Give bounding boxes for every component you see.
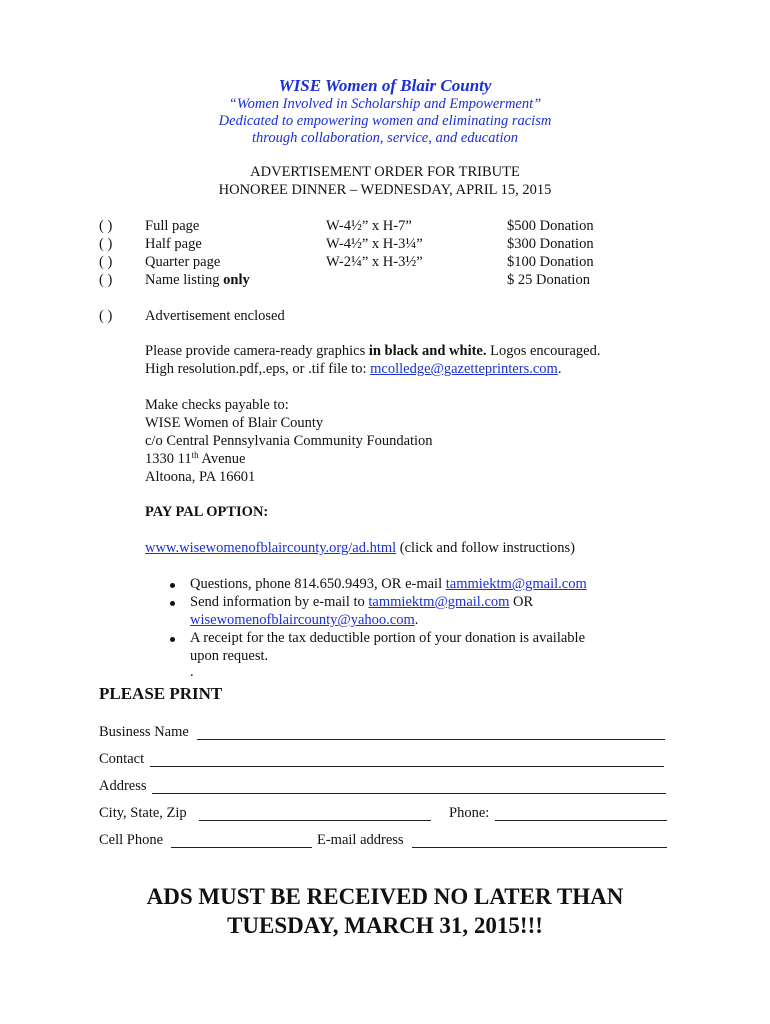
acronym-line: “Women Involved in Scholarship and Empowerment”	[228, 96, 542, 112]
bullet-send-info: Send information by e-mail to tammiektm@gmail.com OR	[190, 594, 534, 610]
bullet-receipt: A receipt for the tax deductible portion of your donation is available	[190, 630, 586, 646]
phone-label: Phone:	[449, 805, 490, 821]
option-size: W-2¼” x H-3½”	[326, 254, 423, 270]
checkbox-advertisement-enclosed[interactable]: ( )	[99, 308, 113, 324]
option-price: $500 Donation	[507, 218, 594, 234]
email-address-label: E-mail address	[317, 832, 404, 848]
address-field[interactable]	[152, 793, 666, 794]
option-name: Full page	[145, 218, 200, 234]
option-price: $ 25 Donation	[507, 272, 590, 288]
printer-email-link[interactable]: mcolledge@gazetteprinters.com	[370, 361, 558, 377]
option-name: Quarter page	[145, 254, 221, 270]
mission-line-1: Dedicated to empowering women and eliminating racism	[218, 113, 552, 129]
checks-line-4: 1330 11th Avenue	[145, 450, 246, 467]
org-title: WISE Women of Blair County	[278, 76, 492, 95]
paypal-line: www.wisewomenofblaircounty.org/ad.html (click and follow instructions)	[145, 540, 575, 556]
mission-line-2: through collaboration, service, and education	[251, 130, 519, 146]
bullet-send-info-cont: wisewomenofblaircounty@yahoo.com.	[190, 612, 419, 628]
stray-dot: .	[190, 664, 194, 680]
checks-line-2: WISE Women of Blair County	[145, 415, 324, 431]
graphics-line-2: High resolution.pdf,.eps, or .tif file to: mcolledge@gazetteprinters.com.	[145, 361, 562, 377]
checkbox-quarter-page[interactable]: ( )	[99, 254, 113, 270]
contact-field[interactable]	[150, 766, 664, 767]
cell-phone-field[interactable]	[171, 847, 312, 848]
bullet-icon	[170, 601, 175, 606]
city-state-zip-field[interactable]	[199, 820, 431, 821]
option-size: W-4½” x H-7”	[326, 218, 412, 234]
please-print-heading: PLEASE PRINT	[99, 684, 223, 703]
business-name-label: Business Name	[99, 724, 189, 740]
contact-label: Contact	[99, 751, 145, 767]
option-size: W-4½” x H-3¼”	[326, 236, 423, 252]
cell-phone-label: Cell Phone	[99, 832, 164, 848]
checks-line-5: Altoona, PA 16601	[145, 469, 256, 485]
bullet-receipt-cont: upon request.	[190, 648, 269, 664]
paypal-url-link[interactable]: www.wisewomenofblaircounty.org/ad.html	[145, 540, 397, 556]
option-name: Name listing only	[145, 272, 250, 288]
option-name: Half page	[145, 236, 202, 252]
checks-line-3: c/o Central Pennsylvania Community Foundation	[145, 433, 433, 449]
questions-email-link[interactable]: tammiektm@gmail.com	[445, 576, 587, 592]
address-label: Address	[99, 778, 147, 794]
email-address-field[interactable]	[412, 847, 667, 848]
city-state-zip-label: City, State, Zip	[99, 805, 187, 821]
option-price: $300 Donation	[507, 236, 594, 252]
checkbox-half-page[interactable]: ( )	[99, 236, 113, 252]
phone-field[interactable]	[495, 820, 667, 821]
business-name-field[interactable]	[197, 739, 665, 740]
bullet-icon	[170, 637, 175, 642]
send-info-email-link[interactable]: tammiektm@gmail.com	[368, 594, 510, 610]
order-title-line-2: HONOREE DINNER – WEDNESDAY, APRIL 15, 2015	[218, 182, 552, 198]
yahoo-email-link[interactable]: wisewomenofblaircounty@yahoo.com	[190, 612, 415, 628]
checks-line-1: Make checks payable to:	[145, 397, 289, 413]
checkbox-name-listing[interactable]: ( )	[99, 272, 113, 288]
graphics-line-1: Please provide camera-ready graphics in black and white. Logos encouraged.	[145, 343, 601, 359]
bullet-icon	[170, 583, 175, 588]
bullet-questions: Questions, phone 814.650.9493, OR e-mail tammiektm@gmail.com	[190, 576, 587, 592]
order-title-line-1: ADVERTISEMENT ORDER FOR TRIBUTE	[250, 164, 520, 180]
deadline-line-1: ADS MUST BE RECEIVED NO LATER THAN	[146, 884, 624, 909]
paypal-heading: PAY PAL OPTION:	[145, 504, 269, 520]
option-price: $100 Donation	[507, 254, 594, 270]
advertisement-enclosed-label: Advertisement enclosed	[145, 308, 285, 324]
deadline-line-2: TUESDAY, MARCH 31, 2015!!!	[227, 913, 543, 938]
checkbox-full-page[interactable]: ( )	[99, 218, 113, 234]
